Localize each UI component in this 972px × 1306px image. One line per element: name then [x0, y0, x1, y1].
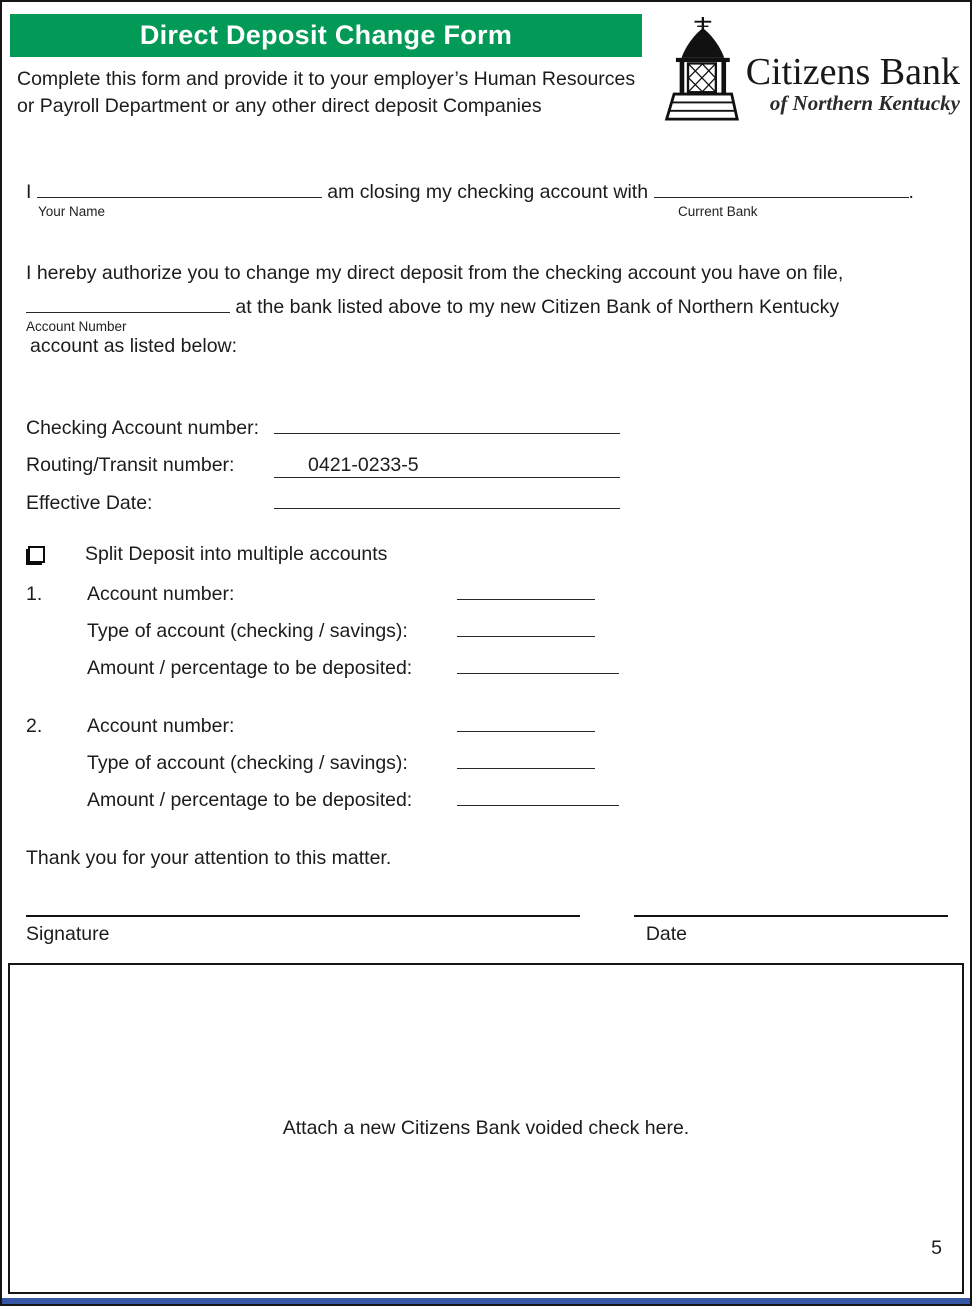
entry1-amount-label: Amount / percentage to be deposited: — [87, 657, 413, 679]
current-bank-label: Current Bank — [678, 204, 758, 219]
checking-account-row — [26, 417, 948, 440]
account-number-label: Account Number — [26, 319, 127, 334]
entry2-amount-label: Amount / percentage to be deposited: — [87, 789, 413, 811]
page-bottom-edge — [2, 1298, 970, 1304]
your-name-label: Your Name — [38, 204, 106, 219]
page-title: Direct Deposit Change Form — [139, 20, 513, 50]
form-header — [2, 2, 970, 124]
attach-check-instruction: Attach a new Citizens Bank voided check here. — [282, 1117, 690, 1139]
page-number: 5 — [931, 1237, 942, 1259]
split-entry-1 — [26, 583, 948, 680]
entry1-account-row — [26, 583, 948, 606]
split-deposit-label: Split Deposit into multiple accounts — [85, 543, 388, 565]
split-entry-2 — [26, 715, 948, 812]
authorization-line-2-text: at the bank listed above to my new Citizen Bank of Northern Kentucky — [235, 296, 840, 318]
your-name-field[interactable] — [37, 197, 322, 198]
form-body — [2, 182, 970, 946]
voided-check-attach-box — [8, 963, 964, 1294]
signature-block — [26, 915, 580, 946]
checking-account-input[interactable] — [274, 433, 620, 434]
entry1-type-row — [26, 620, 948, 643]
entry1-type-label: Type of account (checking / savings): — [87, 620, 408, 642]
entry1-type-input[interactable] — [457, 636, 595, 637]
entry1-account-input[interactable] — [457, 599, 595, 600]
date-line[interactable] — [634, 915, 948, 917]
entry1-amount-row — [26, 657, 948, 680]
bank-region: of Northern Kentucky — [769, 91, 960, 115]
routing-number-row — [26, 454, 948, 478]
date-block — [634, 915, 948, 946]
entry2-type-label: Type of account (checking / savings): — [87, 752, 408, 774]
entry2-account-input[interactable] — [457, 731, 595, 732]
bank-name: Citizens Bank — [745, 51, 960, 93]
intro-sublabels — [26, 203, 948, 221]
form-title-bar — [10, 14, 642, 57]
old-account-number-field[interactable] — [26, 312, 230, 313]
routing-number-input[interactable]: 0421-0233-5 — [274, 454, 620, 478]
current-bank-field[interactable] — [654, 197, 909, 198]
account-fields — [26, 417, 948, 515]
form-instructions: Complete this form and provide it to your employer’s Human Resources or Payroll Department or any other direct deposit Companies — [17, 68, 636, 117]
logo-text — [746, 14, 960, 116]
routing-number-label: Routing/Transit number: — [26, 454, 235, 476]
authorization-line-3: account as listed below: — [30, 335, 238, 357]
authorization-line-1: I hereby authorize you to change my direct deposit from the checking account you have on file, — [26, 262, 844, 284]
entry1-number: 1. — [26, 583, 43, 605]
checking-account-label: Checking Account number: — [26, 417, 260, 439]
date-label: Date — [645, 923, 688, 945]
split-deposit-checkbox[interactable] — [28, 546, 45, 563]
signature-row — [26, 915, 948, 946]
entry2-type-input[interactable] — [457, 768, 595, 769]
signature-label: Signature — [26, 923, 110, 945]
thanks-line: Thank you for your attention to this matter. — [26, 847, 392, 869]
entry2-account-label: Account number: — [87, 715, 235, 737]
effective-date-input[interactable] — [274, 508, 620, 509]
header-left — [10, 14, 662, 120]
intro-middle: am closing my checking account with — [327, 181, 649, 203]
entry2-type-row — [26, 752, 948, 775]
entry2-amount-row — [26, 789, 948, 812]
effective-date-label: Effective Date: — [26, 492, 153, 514]
intro-prefix: I — [26, 181, 32, 203]
entry1-account-label: Account number: — [87, 583, 235, 605]
entry2-number: 2. — [26, 715, 43, 737]
entry2-amount-input[interactable] — [457, 805, 619, 806]
entry1-amount-input[interactable] — [457, 673, 619, 674]
intro-period: . — [908, 181, 914, 203]
effective-date-row — [26, 492, 948, 515]
closing-account-sentence — [26, 182, 948, 203]
authorization-line-2 — [26, 297, 948, 318]
cupola-icon — [662, 14, 740, 124]
account-number-sublabel-row — [26, 318, 948, 336]
signature-line[interactable] — [26, 915, 580, 917]
split-deposit-row — [26, 543, 948, 566]
entry2-account-row — [26, 715, 948, 738]
citizens-bank-logo — [662, 14, 960, 124]
